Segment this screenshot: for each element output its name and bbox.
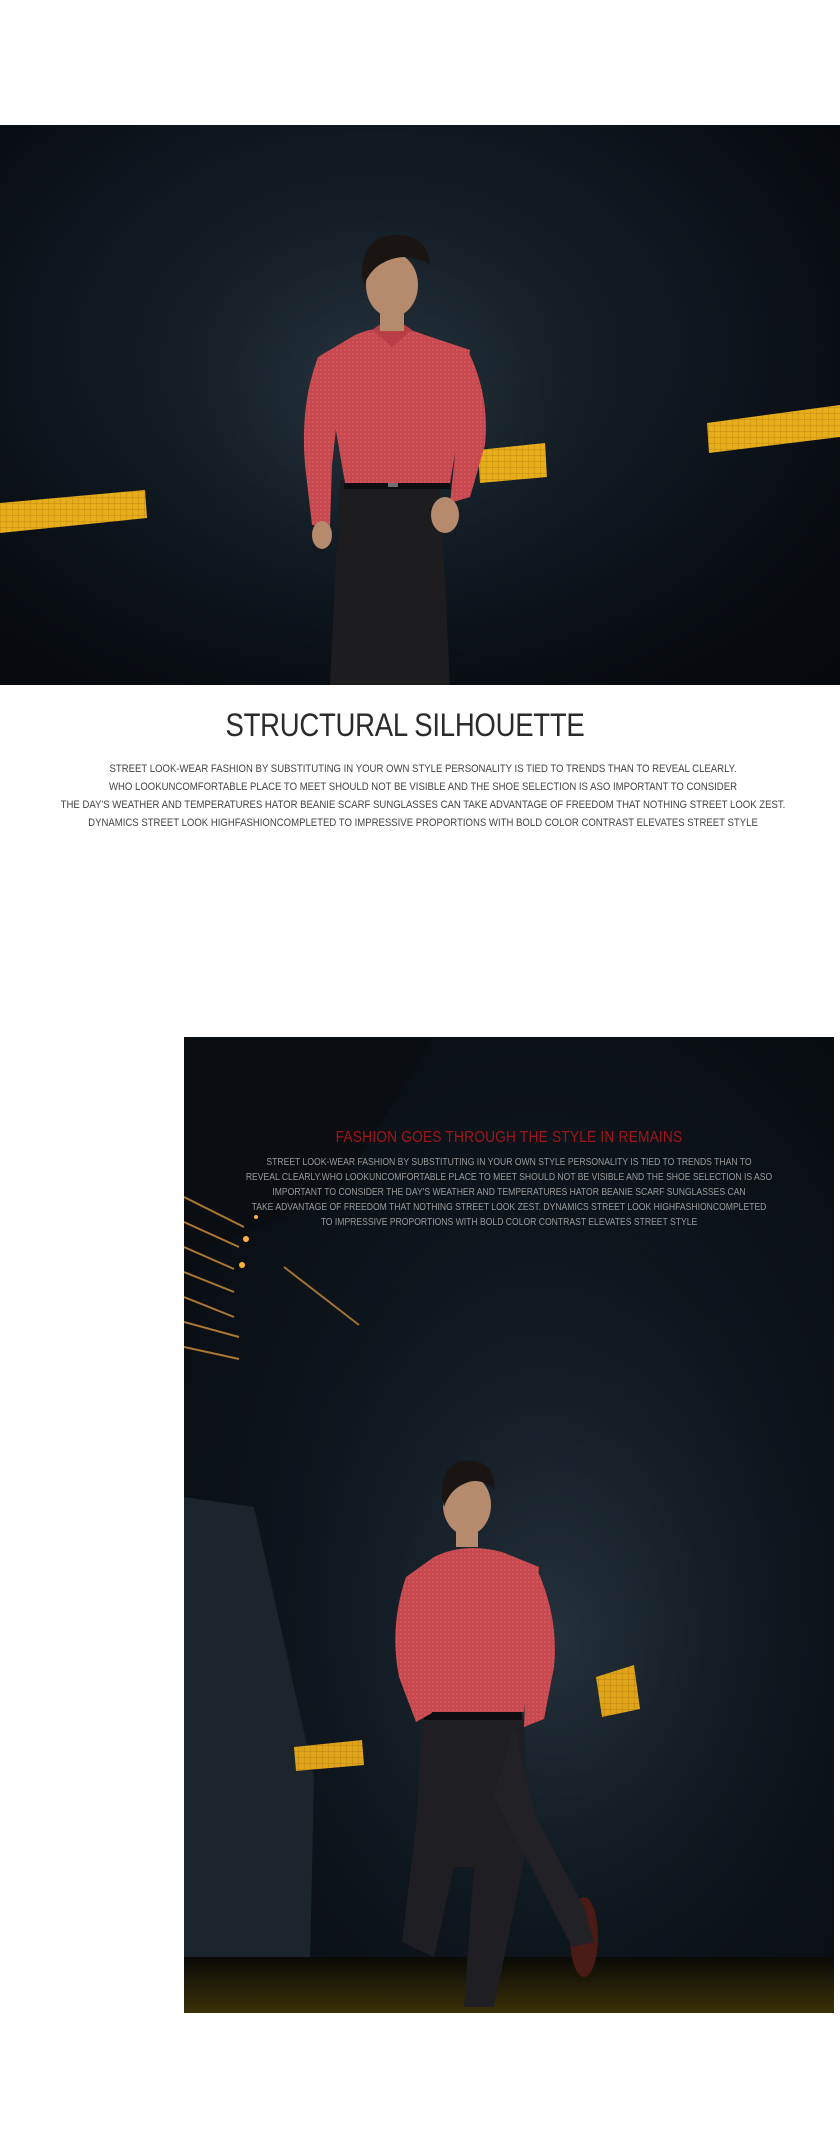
overlay-description [230,1155,789,1230]
overlay-description-line: TO IMPRESSIVE PROPORTIONS WITH BOLD COLOR CONTRAST ELEVATES STREET STYLE [320,1217,698,1228]
section-headline: STRUCTURAL SILHOUETTE [225,707,585,743]
light-strip-right [707,405,840,453]
description-line: DYNAMICS STREET LOOK HIGHFASHIONCOMPLETED TO IMPRESSIVE PROPORTIONS WITH BOLD COLOR CONTRAST ELEVATES STREET STYLE [88,817,758,829]
overlay-description-line: IMPORTANT TO CONSIDER THE DAY'S WEATHER AND TEMPERATURES HATOR BEANIE SCARF SUNGLASSES CAN [272,1187,746,1198]
hero-photo [0,125,840,685]
overlay-description-line: STREET LOOK-WEAR FASHION BY SUBSTITUTING IN YOUR OWN STYLE PERSONALITY IS TIED TO TRENDS THAN TO [266,1157,752,1168]
description-line: THE DAY'S WEATHER AND TEMPERATURES HATOR BEANIE SCARF SUNGLASSES CAN TAKE ADVANTAGE OF FREEDOM THAT NOTHING STREET LOOK ZEST. [60,799,786,811]
overlay-description-line: TAKE ADVANTAGE OF FREEDOM THAT NOTHING STREET LOOK ZEST. DYNAMICS STREET LOOK HIGHFASHIONCOMPLETED [251,1202,767,1213]
overlay-text-block [184,1129,834,1228]
section-description [55,760,791,832]
description-line: WHO LOOKUNCOMFORTABLE PLACE TO MEET SHOULD NOT BE VISIBLE AND THE SHOE SELECTION IS ASO IMPORTANT TO CONSIDER [108,781,738,793]
hero-photo-illustration [0,125,840,685]
overlay-headline: FASHION GOES THROUGH THE STYLE IN REMAINS [335,1129,683,1146]
description-line: STREET LOOK-WEAR FASHION BY SUBSTITUTING IN YOUR OWN STYLE PERSONALITY IS TIED TO TRENDS THAN TO REVEAL CLEARLY. [109,763,737,775]
lookbook-photo [184,1037,834,2013]
light-strip-center [478,443,547,483]
overlay-description-line: REVEAL CLEARLY.WHO LOOKUNCOMFORTABLE PLACE TO MEET SHOULD NOT BE VISIBLE AND THE SHOE SELECTION IS ASO [245,1172,773,1183]
